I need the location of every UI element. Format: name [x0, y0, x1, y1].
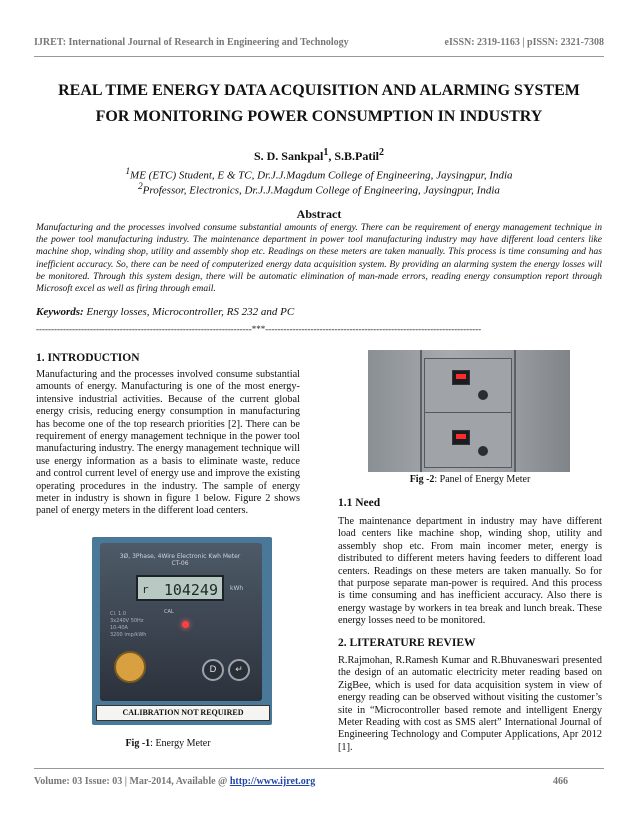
- section-separator: ------------------------------------------------------------------------***------------------------------------------------------------------------: [36, 324, 482, 334]
- title-line-2: FOR MONITORING POWER CONSUMPTION IN INDUSTRY: [95, 108, 543, 125]
- meter-brand-text: 3Ø, 3Phase, 4Wire Electronic Kwh Meter: [119, 553, 241, 560]
- keywords-text: Energy losses, Microcontroller, RS 232 and PC: [83, 306, 295, 318]
- meter-specs: [110, 611, 146, 639]
- header-rule: [34, 56, 604, 57]
- spec-1: Cl. 1.0: [110, 611, 127, 617]
- figure-1-caption-label: Fig -1: [125, 738, 151, 749]
- figure-1-caption-text: : Energy Meter: [150, 738, 211, 749]
- spec-4: 3200 imp/kWh: [110, 632, 147, 638]
- footer-rule: [34, 768, 604, 769]
- literature-heading: 2. LITERATURE REVIEW: [338, 637, 476, 649]
- author-1-sup: 1: [323, 147, 329, 158]
- journal-name: IJRET: International Journal of Research in Engineering and Technology: [34, 37, 349, 48]
- author-1: S. D. Sankpal: [253, 149, 324, 163]
- lcd-reading: 104249: [163, 581, 218, 599]
- figure-2-caption: [338, 474, 602, 485]
- meter-brand: [110, 553, 250, 567]
- panel-door-split: [424, 412, 512, 413]
- keywords-label: Keywords:: [36, 306, 84, 318]
- panel-switch-top-icon: [478, 390, 488, 400]
- figure-2-caption-label: Fig -2: [409, 474, 435, 485]
- journal-link[interactable]: http://www.ijret.org: [229, 776, 316, 787]
- pulse-label: CAL: [164, 609, 174, 615]
- page-number: 466: [553, 776, 568, 787]
- meter-model-text: CT-06: [171, 560, 189, 567]
- meter-enter-button: ↵: [228, 659, 250, 681]
- panel-meter-bottom-icon: [452, 430, 470, 445]
- spec-3: 10-40A: [110, 625, 128, 631]
- panel-divider-left: [420, 350, 422, 472]
- panel-switch-bottom-icon: [478, 446, 488, 456]
- footer-volume-text: Volume: 03 Issue: 03 | Mar-2014, Available @: [34, 776, 230, 787]
- affiliation-2: [0, 181, 638, 197]
- calibration-label: CALIBRATION NOT REQUIRED: [96, 705, 270, 721]
- footer-volume: [34, 776, 315, 787]
- literature-text: R.Rajmohan, R.Ramesh Kumar and R.Bhuvaneswari presented the design of an automatic electricity meter reading based on ZigBee, which is used for data acquisition system in view of energy reading can be observed without visiting the customer’s site in “Microcontroller based remote and intelligent Energy Meter Reading with cost as SMS alert” International Journal of Engineering Technology and Computer Applications, Apr 2012 [1].: [338, 655, 602, 753]
- keywords: [36, 306, 602, 318]
- intro-text: Manufacturing and the processes involved consume substantial amounts of energy. Manufacturing is one of the most energy-intensive industrial activities. Because of the current global energy crisis, reducing energy consumption in manufacturing has become one of the top research priorities [2]. There can be requirement of energy management technique in the power tool manufacturing industry. The energy management technique will use energy information as a basis to eliminate waste, reduce and control current level of energy use and improve the existing operating procedures in the industry. The sample of energy meter in industry is shown in figure 1 below. Figure 2 shows panel of energy meters in the different load centers.: [36, 369, 300, 517]
- affiliation-2-text: Professor, Electronics, Dr.J.J.Magdum College of Engineering, Jaysingpur, India: [142, 184, 500, 197]
- affiliation-1-text: ME (ETC) Student, E & TC, Dr.J.J.Magdum College of Engineering, Jaysingpur, India: [130, 169, 513, 182]
- author-2-sup: 2: [379, 147, 385, 158]
- running-header: [34, 37, 604, 53]
- meter-body: [100, 543, 262, 701]
- manufacturer-logo-icon: [114, 651, 146, 683]
- author-sep: ,: [328, 149, 335, 163]
- author-2: S.B.Patil: [334, 149, 380, 163]
- panel-meter-top-icon: [452, 370, 470, 385]
- author-list: [0, 147, 638, 164]
- affiliation-1-sup: 1: [125, 166, 131, 176]
- title-line-1: REAL TIME ENERGY DATA ACQUISITION AND ALARMING SYSTEM: [58, 82, 580, 99]
- figure-1-energy-meter: [92, 537, 272, 725]
- lcd-prefix: r: [142, 583, 149, 596]
- abstract-heading: Abstract: [296, 207, 342, 221]
- need-text: The maintenance department in industry may have different load centers like machine shop, winding shop, utility and assembly shop etc. From main incomer meter, energy is distributed to different meters having feeders to different load centers. Readings on these meters are taken manually. So for that purpose separate man-power is required. And this process is time consuming and has inefficient accuracy. Also there is energy wastage by workers in tea break and lunch break. These energy losses need to be monitored.: [338, 516, 602, 627]
- affiliation-1: [0, 166, 638, 182]
- intro-heading: 1. INTRODUCTION: [36, 352, 140, 364]
- figure-1-caption: [36, 738, 300, 749]
- figure-2-caption-text: : Panel of Energy Meter: [434, 474, 531, 485]
- meter-display-button: D: [202, 659, 224, 681]
- pulse-led-icon: [182, 621, 189, 628]
- panel-divider-right: [514, 350, 516, 472]
- paper-title: [20, 78, 618, 130]
- running-footer: [34, 776, 604, 790]
- abstract-text: Manufacturing and the processes involved consume substantial amounts of energy. There can be requirement of energy management technique in the power tool manufacturing industry. The maintenance department in power tool manufacturing industry may have different load centers like machine shop, winding shop, utility and assembly shop etc. Readings on these meters are taken manually. This process is time consuming and has inefficient accuracy. So, there can be need of computerized energy data acquisition system. By providing an alarming system the energy losses will be monitored. Through this system design, there will be automatic elimination of man-made errors, reading energy consumption report through Microsoft excel as well as firing through email.: [36, 223, 602, 295]
- affiliation-2-sup: 2: [138, 181, 143, 191]
- need-heading: 1.1 Need: [338, 497, 381, 509]
- issn-label: eISSN: 2319-1163 | pISSN: 2321-7308: [444, 37, 604, 48]
- meter-unit: kWh: [230, 585, 244, 592]
- meter-lcd: [136, 575, 224, 601]
- figure-2-meter-panel: [368, 350, 570, 472]
- spec-2: 3x240V 50Hz: [110, 618, 144, 624]
